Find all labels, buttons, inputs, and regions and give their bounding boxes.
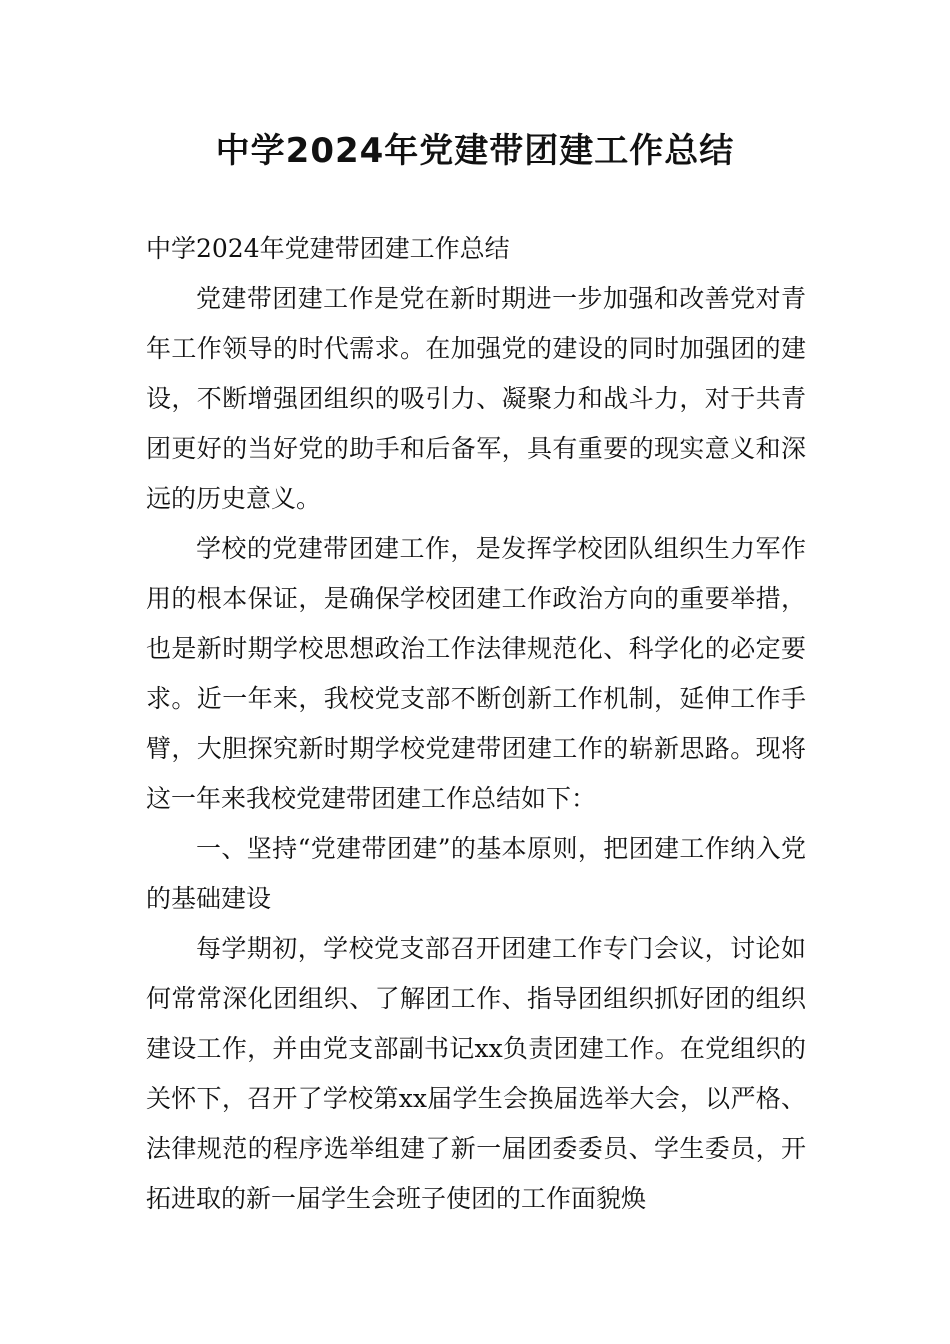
- paragraph-semester-meeting: 每学期初，学校党支部召开团建工作专门会议，讨论如何常常深化团组织、了解团工作、指导团组织抓好团的组织建设工作，并由党支部副书记xx负责团建工作。在党组织的关怀下，召开了学校第xx届学生会换届选举大会，以严格、法律规范的程序选举组建了新一届团委委员、学生委员，开拓进取的新一届学生会班子使团的工作面貌焕: [146, 934, 806, 1213]
- document-subtitle: 中学2024年党建带团建工作总结: [146, 234, 510, 263]
- paragraph-intro: 党建带团建工作是党在新时期进一步加强和改善党对青年工作领导的时代需求。在加强党的建设的同时加强团的建设，不断增强团组织的吸引力、凝聚力和战斗力，对于共青团更好的当好党的助手和后备军，具有重要的现实意义和深远的历史意义。: [146, 284, 806, 513]
- document-title: 中学2024年党建带团建工作总结: [215, 131, 735, 171]
- document-body: [146, 224, 806, 1224]
- section-heading-1: 一、坚持“党建带团建”的基本原则，把团建工作纳入党的基础建设: [146, 834, 806, 913]
- paragraph-school-work: 学校的党建带团建工作，是发挥学校团队组织生力军作用的根本保证，是确保学校团建工作政治方向的重要举措，也是新时期学校思想政治工作法律规范化、科学化的必定要求。近一年来，我校党支部不断创新工作机制，延伸工作手臂，大胆探究新时期学校党建带团建工作的崭新思路。现将这一年来我校党建带团建工作总结如下：: [146, 534, 806, 813]
